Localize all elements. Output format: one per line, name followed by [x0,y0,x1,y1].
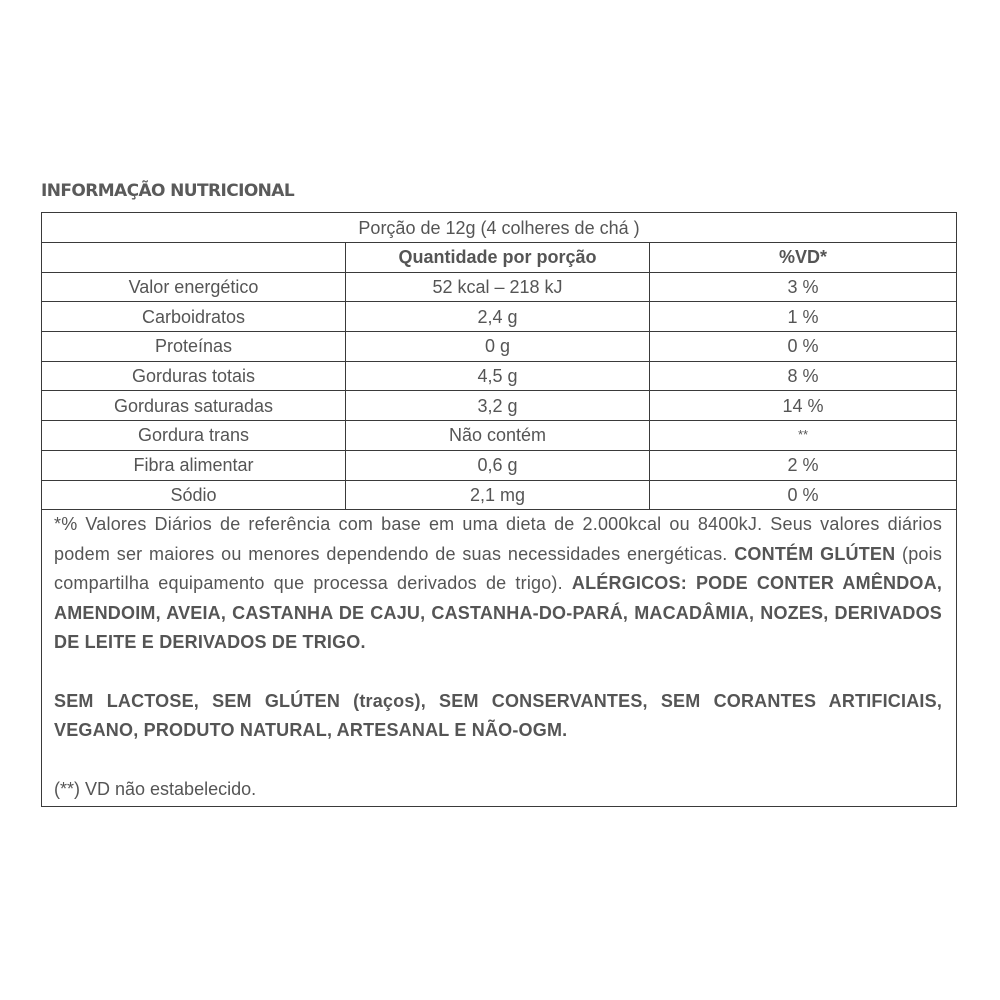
portion-row [42,213,957,243]
table-row [42,421,957,451]
dv-note: *% Valores Diários de referência com base em uma dieta de 2.000kcal ou 8400kJ. Seus valores diários podem ser maiores ou menores dependendo de suas necessidades energéticas. [54,514,943,564]
nutrient-name: Fibra alimentar [42,450,346,480]
nutrient-quantity: 2,4 g [346,302,650,332]
gluten-label: CONTÉM GLÚTEN [734,543,896,564]
dv-note-paragraph [54,510,942,658]
nutrient-dv: 3 % [650,272,957,302]
nutrient-dv: 0 % [650,480,957,510]
header-row [42,243,957,273]
nutrient-name: Gorduras saturadas [42,391,346,421]
table-row [42,391,957,421]
header-nutrient [42,243,346,273]
nutrient-quantity: 0,6 g [346,450,650,480]
nutrient-name: Gordura trans [42,421,346,451]
nutrient-dv: 2 % [650,450,957,480]
nutrient-quantity: 3,2 g [346,391,650,421]
label-title: INFORMAÇÃO NUTRICIONAL [41,181,295,201]
header-dv: %VD* [650,243,957,273]
nutrient-dv: 0 % [650,332,957,362]
nutrient-name: Proteínas [42,332,346,362]
header-quantity: Quantidade por porção [346,243,650,273]
nutrient-quantity: 52 kcal – 218 kJ [346,272,650,302]
nutrient-name: Valor energético [42,272,346,302]
table-row [42,480,957,510]
allergens-warning: ALÉRGICOS: PODE CONTER AMÊNDOA, AMENDOIM, AVEIA, CASTANHA DE CAJU, CASTANHA-DO-PARÁ, MACADÂMIA, NOZES, DERIVADOS DE LEITE E DERIVADOS DE TRIGO. [54,573,943,653]
table-row [42,450,957,480]
vd-not-established-note: (**) VD não estabelecido. [54,778,257,799]
nutrient-name: Carboidratos [42,302,346,332]
nutrient-quantity: Não contém [346,421,650,451]
nutrient-dv: ** [650,421,957,451]
nutrient-dv: 1 % [650,302,957,332]
nutrient-dv: 14 % [650,391,957,421]
nutrient-name: Gorduras totais [42,361,346,391]
nutrient-quantity: 4,5 g [346,361,650,391]
footnote-cell [42,510,957,807]
nutrient-dv: 8 % [650,361,957,391]
table-row [42,272,957,302]
portion-cell: Porção de 12g (4 colheres de chá ) [42,213,957,243]
table-row [42,302,957,332]
gluten-note: (pois compartilha equipamento que processa derivados de trigo). [54,543,943,594]
nutrition-table [41,212,957,807]
nutrient-quantity: 0 g [346,332,650,362]
nutrient-quantity: 2,1 mg [346,480,650,510]
nutrient-name: Sódio [42,480,346,510]
table-row [42,361,957,391]
footnote-row [42,510,957,807]
product-claims: SEM LACTOSE, SEM GLÚTEN (traços), SEM CONSERVANTES, SEM CORANTES ARTIFICIAIS, VEGANO, PRODUTO NATURAL, ARTESANAL E NÃO-OGM. [54,690,943,741]
table-row [42,332,957,362]
